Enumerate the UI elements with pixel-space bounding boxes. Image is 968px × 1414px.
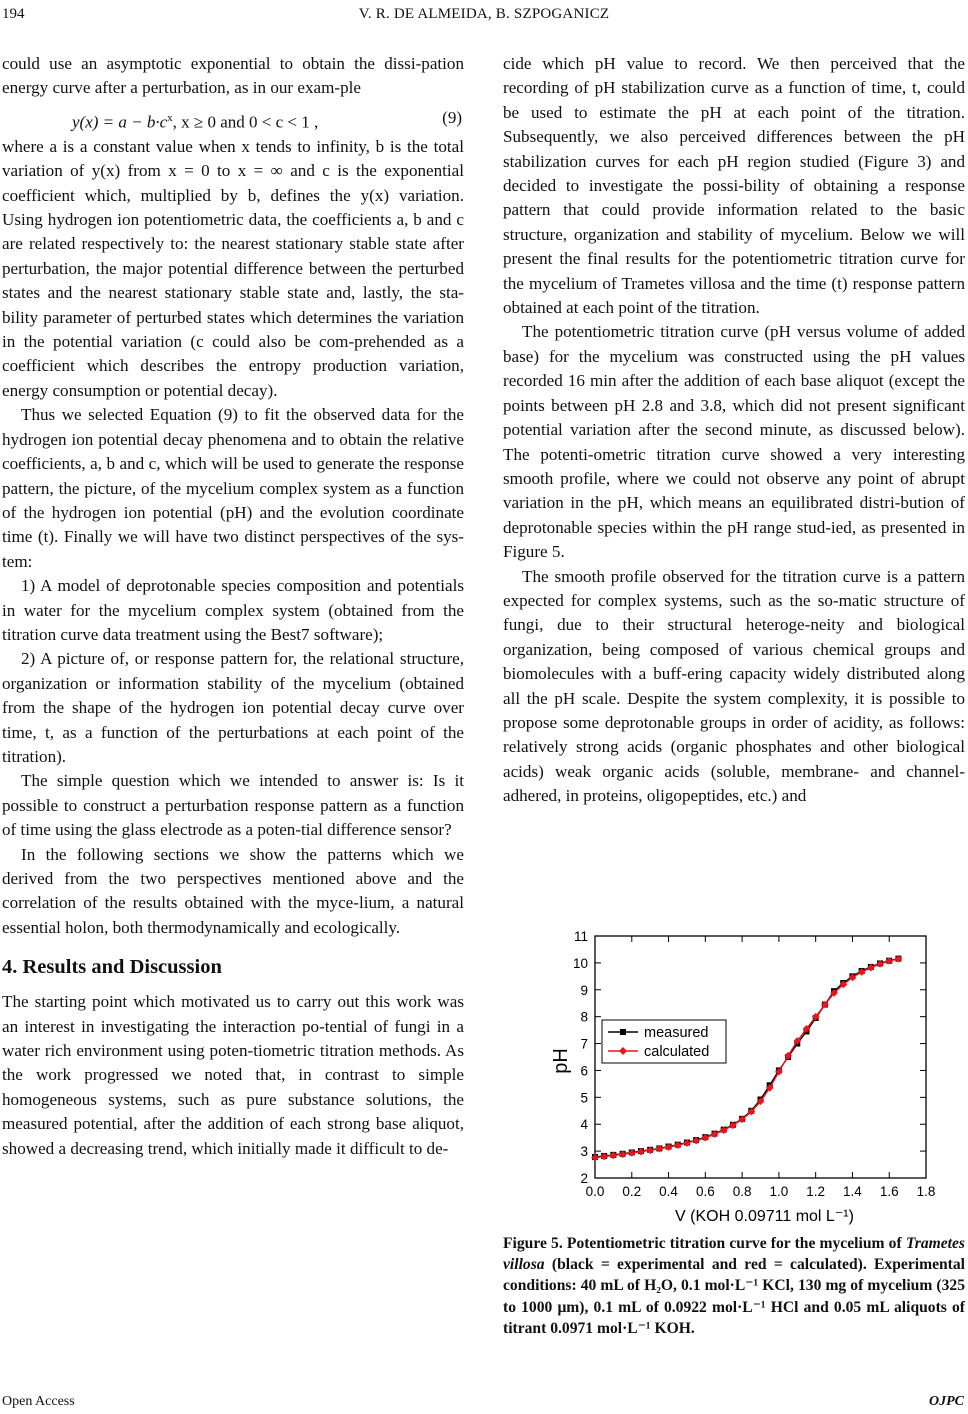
list-item: 2) A picture of, or response pattern for, the relational structure, organization or information stability of the mycelium (obtained from the shape of the hydrogen ion potential decay curve over time, t, as a function of the perturbations at each point of the titration). (2, 649, 464, 766)
y-tick-label: 2 (580, 1171, 588, 1186)
footer-open-access: Open Access (2, 1394, 75, 1409)
running-header (0, 6, 968, 28)
caption-species: Trametes villosa (503, 1235, 965, 1274)
paragraph: In the following sections we show the patterns which we derived from the two perspectives mentioned above and the correlation of the results obtained with the myce-lium, a natural essential holon, both thermodynamically and ecologically. (2, 844, 464, 937)
paragraph: cide which pH value to record. We then perceived that the recording of pH stabilization curve as a function of time, t, could be used to estimate the pH at each point of the titration. Subsequently, we also perceived differences between the pH stabilization curves for each pH region studied (Figure 3) and decided to investigate the possi-bility of obtaining a response pattern that could provide information related to the basic structure, organization and stability of mycelium. Below we will present the final results for the potentiometric titration curve for the mycelium of Trametes villosa and the time (t) response pattern obtained at each point of the titration. (503, 54, 965, 318)
equation-9 (2, 102, 464, 132)
running-title: V. R. DE ALMEIDA, B. SZPOGANICZ (358, 6, 610, 22)
paragraph: could use an asymptotic exponential to obtain the dissi-pation energy curve after a perturbation, as in our exam-ple (2, 54, 464, 98)
equation-condition: , x ≥ 0 and 0 < c < 1 , (172, 112, 319, 132)
y-tick-label: 8 (580, 1009, 588, 1025)
x-tick-label: 1.0 (769, 1184, 789, 1199)
titration-chart (538, 922, 938, 1254)
x-tick-label: 0.8 (732, 1184, 752, 1199)
x-axis-label: V (KOH 0.09711 mol L⁻¹) (675, 1208, 854, 1225)
y-tick-label: 10 (572, 955, 588, 971)
caption-rest: (black = experimental and red = calculated). Experimental conditions: 40 mL of H₂O, 0.1 mol·L⁻¹ KCl, 130 mg of mycelium (325 to 1000 μm), 0.1 mL of 0.0922 mol·L⁻¹ HCl and 0.05 mL aliquots of titrant 0.0971 mol·L⁻¹ KOH. (503, 1256, 965, 1337)
equation-lhs: y(x) = a − b·c (72, 112, 168, 132)
left-column (2, 52, 464, 1161)
y-tick-label: 9 (580, 982, 588, 998)
page-number: 194 (2, 6, 25, 22)
equation-exponent: x (167, 111, 173, 124)
caption-main: Potentiometric titration curve for the mycelium of (566, 1235, 902, 1252)
paragraph: where a is a constant value when x tends to infinity, b is the total variation of y(x) from x = 0 to x = ∞ and c is the exponential coefficient which, multiplied by b, defines the y(x) variation. Using hydrogen ion potentiometric data, the coefficients a, b and c are related respectively to: the nearest stationary stable state after perturbation, the major potential difference between the perturbed states and the nearest stationary stable state and, lastly, the sta-bility parameter of perturbed states which determines the variation in the potential variation (c could also be com-prehended as a coefficient which describes the entropy production variation, energy consumption or potential decay). (2, 136, 464, 400)
figure-5 (538, 922, 938, 1254)
x-tick-label: 0.6 (695, 1184, 715, 1199)
paragraph: The starting point which motivated us to carry out this work was an interest in investigating the interaction po-tential of fungi in a water rich environment using poten-tiometric titration methods. As the work progressed we noted that, in contrast to simple homogeneous systems, such as pure substance solutions, the measured potential, after the addition of each strong base aliquot, showed a decreasing trend, which initially made it difficult to de- (2, 992, 464, 1158)
paragraph: The smooth profile observed for the titration curve is a pattern expected for complex systems, such as the so-matic structure of fungi, due to their structural heteroge-neity and biological organization, being composed of various chemical groups and biomolecules with a buff-ering capacity widely distributed along all the pH scale. Despite the system complexity, it is possible to propose some deprotonable groups in order of acidity, as follows: relatively strong acids (organic phosphates and other biological acids) weak organic acids (soluble, membrane- and channel-adhered, in proteins, oligopeptides, etc.) and (503, 566, 965, 806)
x-tick-label: 1.2 (806, 1184, 826, 1199)
right-column (503, 52, 965, 809)
legend-label-calculated: calculated (644, 1044, 710, 1060)
y-tick-label: 3 (580, 1144, 588, 1160)
y-tick-label: 5 (580, 1090, 588, 1106)
y-tick-label: 11 (573, 929, 588, 944)
equation-expression (72, 106, 318, 135)
legend-label-measured: measured (644, 1025, 709, 1041)
y-tick-label: 4 (580, 1117, 588, 1133)
caption-label: Figure 5. (503, 1235, 563, 1252)
paragraph: The simple question which we intended to answer is: Is it possible to construct a perturbation response pattern as a function of time using the glass electrode as a poten-tial difference sensor? (2, 771, 464, 840)
x-tick-label: 0.4 (659, 1184, 678, 1199)
x-tick-label: 1.4 (843, 1184, 862, 1199)
footer-journal: OJPC (929, 1394, 964, 1409)
x-tick-label: 0.0 (585, 1184, 605, 1199)
list-item: 1) A model of deprotonable species composition and potentials in water for the mycelium complex system (obtained from the titration curve data treatment using the Best7 software); (2, 576, 464, 644)
x-tick-label: 1.8 (916, 1184, 936, 1199)
equation-number: (9) (442, 107, 462, 127)
paragraph: The potentiometric titration curve (pH versus volume of added base) for the mycelium was constructed using the pH values recorded 16 min after the addition of each base aliquot (except the points between pH 2.8 and 3.8, which did not present significant potential variation after the second minute, as discussed below). The potenti-ometric titration curve showed a very interesting smooth profile, where we could not observe any point of abrupt variation in the pH, which means an equilibrated distri-bution of deprotonable species within the pH range stud-ied, as presented in Figure 5. (503, 322, 965, 562)
section-heading: 4. Results and Discussion (2, 956, 222, 979)
y-tick-label: 7 (580, 1036, 588, 1052)
x-tick-label: 1.6 (879, 1184, 899, 1199)
figure-caption (503, 1233, 965, 1339)
y-tick-label: 6 (580, 1063, 588, 1079)
paragraph: Thus we selected Equation (9) to fit the observed data for the hydrogen ion potential decay phenomena and to obtain the relative coefficients, a, b and c, which will be used to generate the response pattern, the picture, of the mycelium complex system as a function of the hydrogen ion potential (pH) and the evolution coordinate time (t). Finally we will have two distinct perspectives of the sys-tem: (2, 405, 464, 571)
x-tick-label: 0.2 (622, 1184, 642, 1199)
y-axis-label: pH (550, 1048, 572, 1074)
legend-marker-measured (620, 1029, 626, 1035)
